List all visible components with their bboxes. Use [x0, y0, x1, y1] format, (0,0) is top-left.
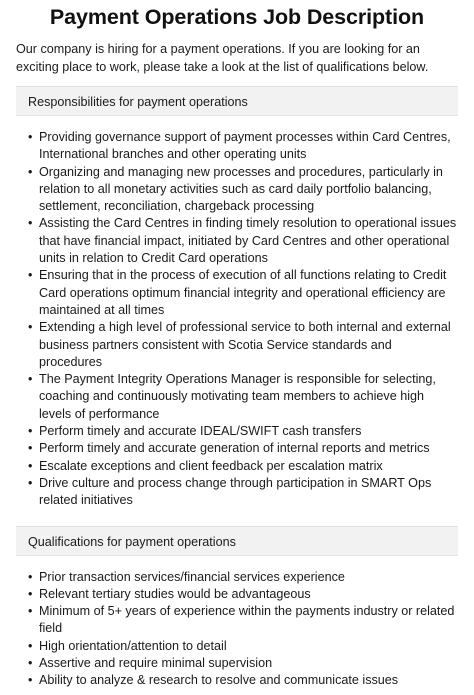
bullet-icon: • [28, 586, 33, 601]
bullet-icon: • [28, 458, 33, 473]
list-item [28, 164, 458, 216]
list-item [28, 423, 458, 440]
list-item-text: Perform timely and accurate IDEAL/SWIFT cash transfers [39, 424, 362, 439]
bullet-icon: • [28, 164, 33, 179]
list-item [28, 371, 458, 423]
list-item [28, 586, 458, 603]
list-item [28, 319, 458, 371]
bullet-icon: • [28, 475, 33, 490]
list-item [28, 655, 458, 672]
list-item [28, 603, 458, 638]
qualifications-heading: Qualifications for payment operations [16, 526, 458, 556]
bullet-icon: • [28, 656, 33, 671]
list-item [28, 672, 458, 689]
list-item [28, 129, 458, 164]
bullet-icon: • [28, 441, 33, 456]
list-item [28, 475, 458, 510]
list-item [28, 215, 458, 267]
list-item-text: Extending a high level of professional service to both internal and external business partners consistent with Scotia Service standards and procedures [39, 320, 451, 369]
list-item [28, 638, 458, 655]
list-item-text: Organizing and managing new processes and procedures, particularly in relation to all monetary activities such as card daily portfolio balancing, settlement, reconciliation, chargeback processing [39, 164, 443, 214]
list-item-text: Drive culture and process change through participation in SMART Ops related initiatives [39, 475, 432, 508]
list-item-text: Providing governance support of payment processes within Card Centres, International branches and other operating units [39, 130, 451, 162]
list-item-text: High orientation/attention to detail [39, 638, 227, 653]
bullet-icon: • [28, 372, 33, 387]
bullet-icon: • [28, 268, 33, 283]
list-item-text: Assertive and require minimal supervision [39, 656, 273, 671]
bullet-icon: • [28, 216, 33, 231]
bullet-icon: • [28, 569, 33, 584]
intro-paragraph: Our company is hiring for a payment operations. If you are looking for an exciting place to work, please take a look at the list of qualifications below. [16, 42, 429, 74]
bullet-icon: • [28, 130, 33, 144]
list-item-text: Ensuring that in the process of execution of all functions relating to Credit Card operations optimum financial integrity and operational efficiency are maintained at all times [39, 268, 447, 317]
list-item-text: Assisting the Card Centres in finding timely resolution to operational issues that have financial impact, initiated by Card Centres and other operational units in relation to Credit Card operations [39, 216, 457, 266]
page-title: Payment Operations Job Description [49, 5, 425, 29]
list-item-text: Perform timely and accurate generation of internal reports and metrics [39, 441, 430, 456]
bullet-icon: • [28, 673, 33, 688]
list-item-text: Prior transaction services/financial services experience [39, 569, 345, 584]
bullet-icon: • [28, 424, 33, 439]
list-item-text: The Payment Integrity Operations Manager is responsible for selecting, coaching and continuously motivating team members to achieve high levels of performance [39, 372, 436, 421]
bullet-icon: • [28, 604, 33, 619]
list-item-text: Ability to analyze & research to resolve and communicate issues [39, 673, 399, 688]
list-item [28, 440, 458, 457]
list-item-text: Relevant tertiary studies would be advantageous [39, 586, 311, 601]
list-item-text: Escalate exceptions and client feedback per escalation matrix [39, 458, 383, 473]
bullet-icon: • [28, 320, 33, 335]
list-item-text: Minimum of 5+ years of experience within the payments industry or related field [39, 604, 455, 636]
list-item [28, 569, 458, 586]
qualifications-list [16, 569, 458, 690]
responsibilities-list [16, 129, 458, 510]
responsibilities-heading: Responsibilities for payment operations [16, 86, 458, 116]
list-item [28, 458, 458, 475]
list-item [28, 267, 458, 319]
bullet-icon: • [28, 638, 33, 653]
